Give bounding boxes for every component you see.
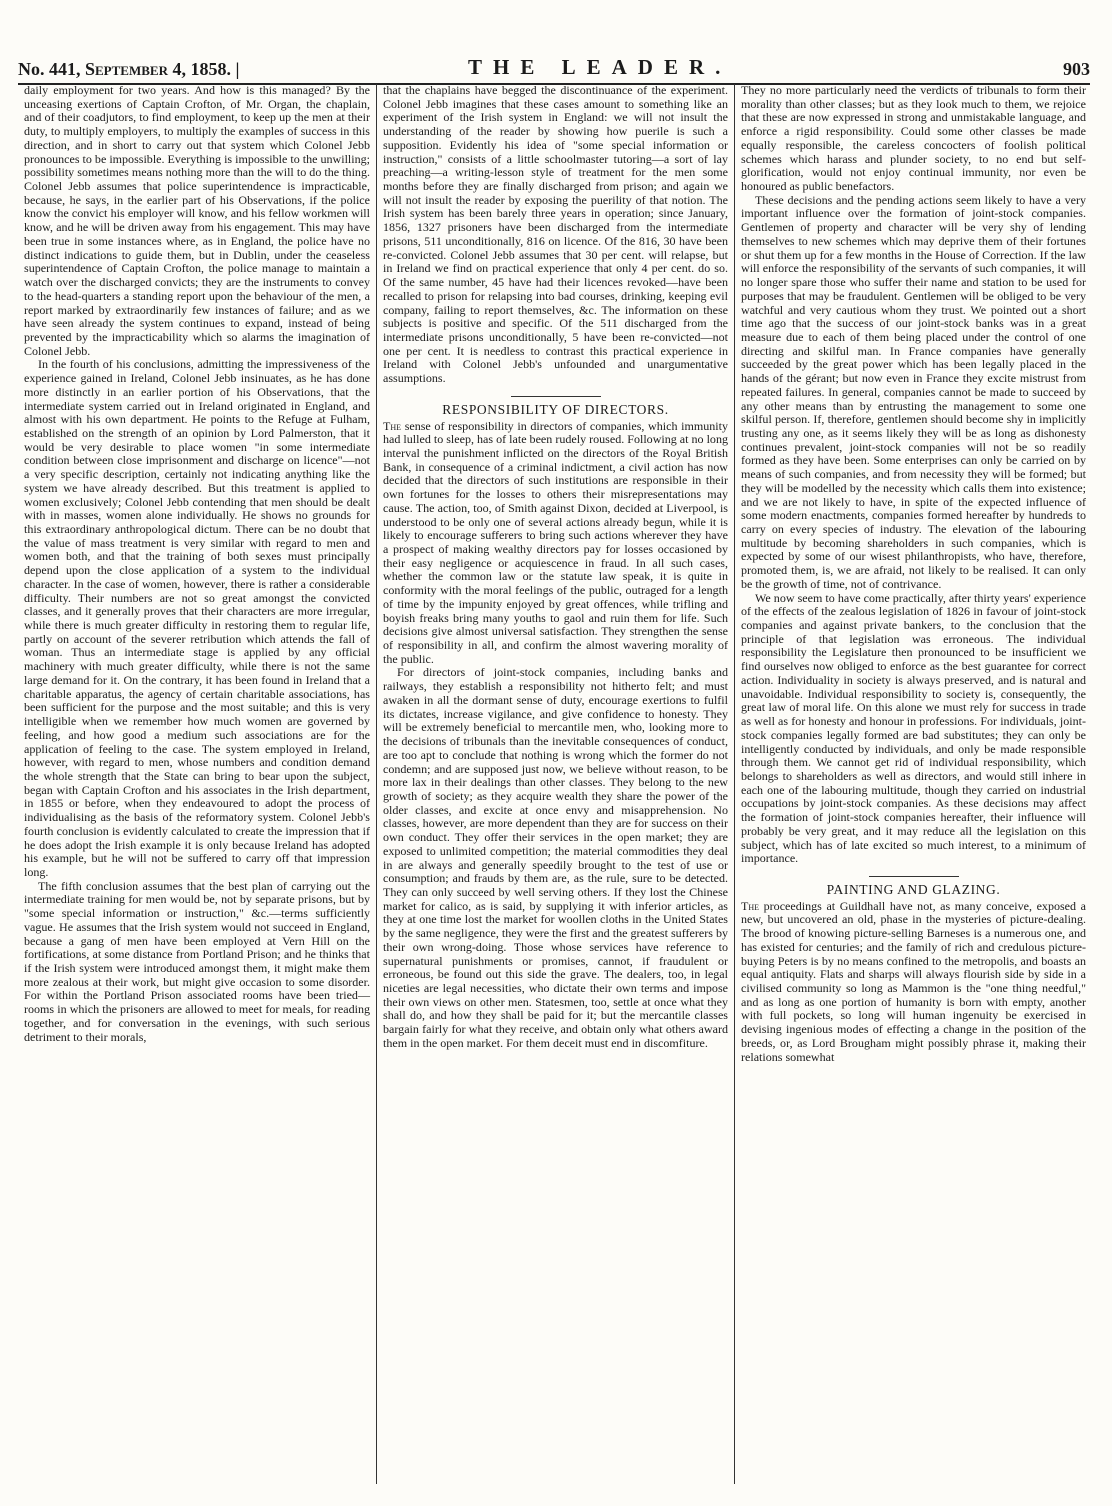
section1-lead-word: The bbox=[383, 418, 402, 433]
col1-paragraph: The fifth conclusion assumes that the best plan of carrying out the intermediate training for men would be, not by separate prisons, but by "some special information or instruction," &c.—terms sufficiently vague. He assumes that the Irish system would not succeed in England, because a gang of men have been employed at Vern Hill on the fortifications, at some distance from Portland Prison; and he thinks that if the Irish system were introduced amongst them, it might make them more zealous at their work, but might give occasion to some disorder. For within the Portland Prison associated rooms have been tried—rooms in which the prisoners are allowed to meet for meals, for reading together, and for conversation in the evenings, with such serious detriment to their morals, bbox=[24, 878, 370, 1044]
issue-number: No. 441, bbox=[18, 59, 81, 79]
col2-intro-paragraph: that the chaplains have begged the discontinuance of the experiment. Colonel Jebb imagines that these cases amount to something like an experiment of the Irish system in England: we will not insult the understanding of the reader by showing how puerile is such a supposition. Evidently his idea of "some special information or instruction," consists of a little schoolmaster tutoring—a sort of lay preaching—a writing-lesson style of treatment for the men some months before they are finally discharged from prison; and again we will not insult the reader by exposing the puerility of that notion. The Irish system has been barely three years in operation; since January, 1856, 1327 prisoners have been discharged from the intermediate prisons, 511 unconditionally, 816 on licence. Of the 816, 30 have been re-convicted. Colonel Jebb assumes that 30 per cent. will relapse, but in Ireland we find on practical experience that only 4 per cent. do so. Of the same number, 45 have had their licences revoked—have been recalled to prison for relapsing into bad courses, drinking, keeping evil company, failing to report themselves, &c. The information on these subjects is positive and specific. Of the 511 discharged from the intermediate prisons unconditionally, 5 have been re-convicted—not one per cent. It is needless to contrast this practical experience in Ireland with Colonel Jebb's unfounded and unargumentative assumptions. bbox=[383, 84, 728, 386]
section2-lead-word: The bbox=[741, 898, 760, 913]
article-columns bbox=[18, 84, 1090, 1484]
section2-paragraph-1-text: proceedings at Guildhall have not, as many conceive, exposed a new, but uncovered an old, phase in the mysteries of picture-dealing. The brood of knowing picture-selling Barneses is a numerous one, and has existed for centuries; and the family of rich and credulous picture-buying Peters is by no means confined to the metropolis, and boasts an equal antiquity. Flats and sharps will always flourish side by side in a civilised community so long as Mammon is the "one thing needful," and as long as one portion of humanity is born with empty, another with full pockets, so long will human ingenuity be exercised in devising ingenious modes of effecting a change in the position of the breeds, or, as Lord Brougham might possibly phrase it, making their relations somewhat bbox=[741, 898, 1086, 1064]
page-number: 903 bbox=[1063, 59, 1090, 79]
newspaper-title: THE LEADER. bbox=[468, 55, 732, 79]
section-heading-responsibility: RESPONSIBILITY OF DIRECTORS. bbox=[442, 401, 669, 417]
col3-paragraph: These decisions and the pending actions seem likely to have a very important influence over the formation of joint-stock companies. Gentlemen of property and character will be very shy of lending themselves to new schemes which may deprive them of their fortunes or shut them up for a few months in the House of Correction. If the law will enforce the responsibility of the servants of such companies, it will no longer spare those who suffer their name and station to be used for purposes that may be fraudulent. Gentlemen will be obliged to be very watchful and very cautious whom they trust. We pointed out a short time ago that the success of our joint-stock banks was in a great measure due to each of them being placed under the control of one directing and skilful man. In France companies have generally succeeded by the great power which has been legally placed in the hands of the gérant; but now even in France they excite mistrust from repeated failures. In general, companies cannot be made to succeed by any other means than by entrusting the management to some one skilful person. If, therefore, gentlemen should become shy in implicitly trusting any one, as it seems likely they will be as long as dishonesty continues prevalent, joint-stock companies will not be so readily formed as they have been. Some enterprises can only be carried on by means of such companies, and from necessity they will be formed; but they will be modelled by the necessity which calls them into existence; and we are not likely to have, in spite of the expected influence of some modern enactments, companies formed hereafter by hundreds to carry on every species of industry. The elevation of the labouring multitude by becoming shareholders in such companies, which is expected by some of our wisest philanthropists, who have, therefore, promoted them, is, we are afraid, not likely to be realised. It can only be the growth of time, not of contrivance. bbox=[741, 192, 1086, 591]
date-month-rest: eptember bbox=[95, 59, 168, 79]
section2-paragraph-1 bbox=[741, 900, 1086, 1065]
issue-and-date: No. 441, September 4, 1858. | bbox=[18, 59, 240, 79]
column-1 bbox=[18, 84, 376, 1484]
date-month bbox=[85, 59, 168, 79]
column-2 bbox=[376, 84, 734, 1484]
section-heading-painting: PAINTING AND GLAZING. bbox=[826, 881, 1001, 897]
section-divider bbox=[869, 876, 959, 877]
col3-paragraph: We now seem to have come practically, after thirty years' experience of the effects of the zealous legislation of 1826 in favour of joint-stock companies and against private bankers, to the conclusion that the principle of that legislation was erroneous. The individual responsibility the Legislature then pronounced to be insufficient we find ourselves now obliged to enforce as the best guarantee for correct action. Individuality in society is always preserved, and is natural and unavoidable. Individual responsibility to society is, consequently, the great law of moral life. On this alone we must rely for success in trade as well as for honesty and honour in professions. For individuals, joint-stock companies legally formed are bad substitutes; they can only be intelligently conducted by individuals, and only be made responsible through them. We cannot get rid of individual responsibility, which belongs to shareholders as well as directors, and would still inhere in each one of the labouring multitude, though they carried on industrial occupations by joint-stock companies. As these decisions may affect the formation of joint-stock companies hereafter, their influence will probably be very great, and it may reduce all the legislation on this subject, which has of late excited so much interest, to a minimum of importance. bbox=[741, 590, 1086, 866]
section-divider bbox=[511, 396, 601, 397]
col3-paragraph: They no more particularly need the verdicts of tribunals to form their morality than other classes; but as they look much to them, we rejoice that these are now expressed in strong and unmistakable language, and enforce a rigid responsibility. Could some other classes be made equally responsible, the careless concocters of foolish political schemes which harass and plunder society, to no end but self-glorification, would not enjoy continual immunity, nor even be honoured as public benefactors. bbox=[741, 84, 1086, 194]
col1-paragraph: In the fourth of his conclusions, admitting the impressiveness of the experience gained in Ireland, Colonel Jebb insinuates, as he has done more distinctly in an earlier portion of his Observations, that the intermediate system carried out in Ireland originated in England, and almost with his own department. He points to the Refuge at Fulham, established on the strength of an opinion by Lord Palmerston, that it would be very desirable to place women "in some intermediate condition between close imprisonment and discharge on licence"—not a very specific description, certainly not indicating anything like the system we have already described. But this treatment is applied to women exclusively; Colonel Jebb contending that men should be dealt with in masses, women alone individually. He shows no grounds for this extraordinary anthropological dictum. There can be no doubt that the value of mass treatment is very similar with regard to men and women both, and that the training of both sexes must principally depend upon the close application of a system to the individual character. In the case of women, however, there is rather a considerable difficulty. Their numbers are not so great amongst the convicted classes, and it generally proves that their characters are more irregular, while there is much greater difficulty in restoring them to regular life, partly on account of the severer retribution which attends the fall of woman. Thus an intermediate stage is applied by any official machinery with much greater difficulty, while there is not the same large demand for it. On the contrary, it has been found in Ireland that a charitable apparatus, the agency of certain charitable associations, has been sufficient for the purpose and the most suitable; and this is very intelligible when we remember how much women are governed by feeling, and how good a medium such associations are for the application of feeling to the case. The system employed in Ireland, however, with regard to men, whose numbers and condition demand the whole strength that the State can bring to bear upon the subject, began with Captain Crofton and his associates in the Irish department, in 1855 or before, when they endeavoured to adopt the process of individualising as the basis of the reformatory system. Colonel Jebb's fourth conclusion is evidently calculated to create the impression that if he does adopt the Irish example it is only because Ireland has adopted his example, but he will not be suffered to carry off that impression long. bbox=[24, 357, 370, 879]
column-3 bbox=[734, 84, 1092, 1484]
section1-paragraph-2: For directors of joint-stock companies, including banks and railways, they establish a responsibility not hitherto felt; and must awaken in all the dormant sense of duty, encourage exertions to fulfil its dictates, increase vigilance, and give confidence to honesty. They will be extremely beneficial to mercantile men, who, looking more to the decisions of tribunals than the inevitable consequences of conduct, are too apt to conclude that nothing is wrong which the former do not condemn; and are supposed just now, we believe without reason, to be more lax in their dealings than other classes. They belong to the new growth of society; as they acquire wealth they share the power of the older classes, and excite at once envy and misapprehension. No classes, however, are more dependent than they are for success on their own conduct. They offer their services in the open market; they are exposed to unlimited competition; the material commodities they deal in are always and generally speedily brought to the test of use or consumption; and frauds by them are, as the rule, sure to be detected. They can only succeed by well serving others. If they lost the Chinese market for calico, as is said, by supplying it with inferior articles, as they at one time lost the market for woollen cloths in the United States by the same negligence, they were the first and the greatest sufferers by their own wrong-doing. Those whose services have reference to supernatural punishments or promises, cannot, if fraudulent or erroneous, be found out this side the grave. The dealers, too, in legal niceties are legal necessities, who dictate their own terms and impose their own views on other men. Statesmen, too, settle at once what they shall do, and how they shall be paid for it; but the mercantile classes bargain fairly for what they receive, and obtain only what others award them in the open market. For them deceit must end in discomfiture. bbox=[383, 665, 728, 1050]
col1-paragraph: daily employment for two years. And how is this managed? By the unceasing exertions of Captain Crofton, of Mr. Organ, the chaplain, and of their coadjutors, to find employment, to keep up the men at their duty, to multiply employers, to multiply the examples of success in this direction, and in short to carry out that system which Colonel Jebb pronounces to be impossible. Everything is impossible to the unwilling; possibility sometimes means nothing more than the will to do the thing. Colonel Jebb assumes that police superintendence is impracticable, because, he says, in the earlier part of his Observations, if the police know the convict his employer will know, and his fellow workmen will know, and he will be driven away from his engagement. This may have been true in some instances where, as in England, the police have no distinct indications to guide them, but in Dublin, under the ceaseless superintendence of Captain Crofton, the police manage to maintain a watch over the discharged convicts; they are the instruments to convey to the head-quarters a standing report upon the behaviour of the men, a report marked by extraordinarily few instances of failure; and as we have seen already the system continues to expand, instead of being prevented by the impracticability which so alarms the imagination of Colonel Jebb. bbox=[24, 84, 370, 358]
date-day-year: 4, 1858. bbox=[172, 59, 231, 79]
section1-paragraph-1 bbox=[383, 420, 728, 667]
masthead bbox=[18, 50, 1090, 85]
section1-paragraph-1-text: sense of responsibility in directors of companies, which immunity had lulled to sleep, has of late been rudely roused. Following at no long interval the punishment inflicted on the directors of the Royal British Bank, in consequence of a criminal indictment, a civil action has now decided that the directors of such institutions are responsible in their own fortunes for the losses to others their misrepresentations may cause. The action, too, of Smith against Dixon, decided at Liverpool, is understood to be only one of several actions already begun, while it is likely to encourage sufferers to bring such actions wherever they have a prospect of making wealthy directors pay for losses occasioned by their easy negligence or acquiescence in fraud. In all such cases, whether the common law or the statute law speak, it is quite in conformity with the moral feelings of the public, outraged for a length of time by the impunity enjoyed by great offences, while trifling and boyish freaks bring many youths to gaol and ruin them for life. Such decisions give almost universal satisfaction. They strengthen the sense of responsibility in all, and confirm the almost wavering morality of the public. bbox=[383, 418, 728, 666]
date-month-initial: S bbox=[85, 59, 96, 79]
